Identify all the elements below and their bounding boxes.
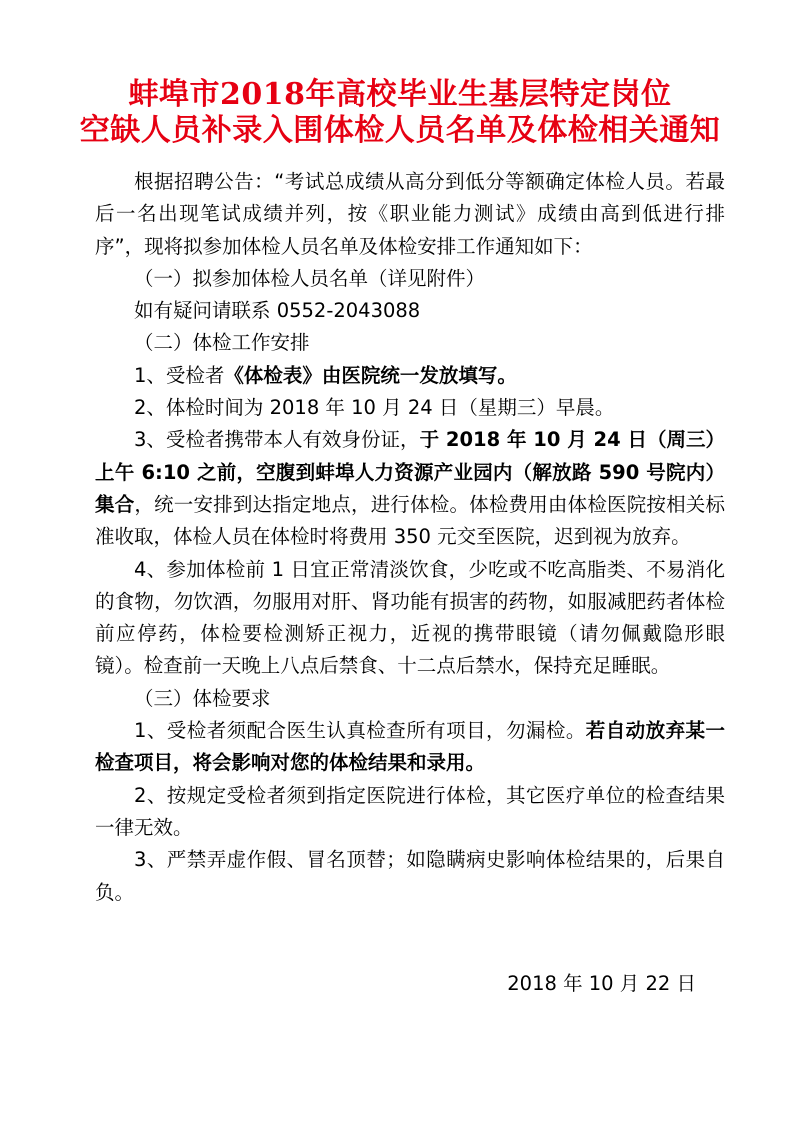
section1-heading: （一）拟参加体检人员名单（详见附件） <box>134 266 486 290</box>
section3-item1 <box>95 715 725 780</box>
section2-item1-prefix: 1、受检者 <box>134 363 225 387</box>
section2-item3-rest: ，统一安排到达指定地点，进行体检。体检费用由体检医院按相关标准收取，体检人员在体检时将费用 350 元交至医院，迟到视为放弃。 <box>95 492 725 549</box>
section3-item1-bold: 若自动放弃某一检查项目，将会影响对您的体检结果和录用。 <box>95 719 725 775</box>
section2-item3-prefix: 3、受检者携带本人有效身份证， <box>134 428 420 452</box>
section2-item3 <box>95 424 725 553</box>
title-line-2: 空缺人员补录入围体检人员名单及体检相关通知 <box>79 113 721 148</box>
section3-item1-prefix: 1、受检者须配合医生认真检查所有项目，勿漏检。 <box>134 719 586 743</box>
section2-item3-bold: 于 2018 年 10 月 24 日（周三）上午 6:10 之前，空腹到蚌埠人力资源产业园内（解放路 590 号院内）集合 <box>95 428 725 516</box>
section2-item4: 4、参加体检前 1 日宜正常清淡饮食，少吃或不吃高脂类、不易消化的食物，勿饮酒，勿服用对肝、肾功能有损害的药物，如服减肥药者体检前应停药，体检要检测矫正视力，近视的携带眼镜（请勿佩戴隐形眼镜）。检查前一天晚上八点后禁食、十二点后禁水，保持充足睡眠。 <box>95 557 725 678</box>
section3-item2: 2、按规定受检者须到指定医院进行体检，其它医疗单位的检查结果一律无效。 <box>95 783 725 839</box>
section3-item3: 3、严禁弄虚作假、冒名顶替；如隐瞒病史影响体检结果的，后果自负。 <box>95 848 725 904</box>
section2-item2: 2、体检时间为 2018 年 10 月 24 日（星期三）早晨。 <box>134 396 615 420</box>
issue-date: 2018 年 10 月 22 日 <box>507 972 696 995</box>
section2-heading: （二）体检工作安排 <box>134 331 310 355</box>
section3-heading: （三）体检要求 <box>134 686 271 710</box>
intro-paragraph: 根据招聘公告：“考试总成绩从高分到低分等额确定体检人员。若最后一名出现笔试成绩并列，按《职业能力测试》成绩由高到低进行排序”，现将拟参加体检人员名单及体检安排工作通知如下： <box>95 170 725 258</box>
section2-item1 <box>95 360 725 392</box>
contact-line: 如有疑问请联系 0552-2043088 <box>134 299 421 323</box>
notice-body <box>95 166 725 909</box>
title-line-1: 蚌埠市2018年高校毕业生基层特定岗位 <box>128 77 672 112</box>
section2-item1-bold: 《体检表》由医院统一发放填写。 <box>224 363 517 387</box>
